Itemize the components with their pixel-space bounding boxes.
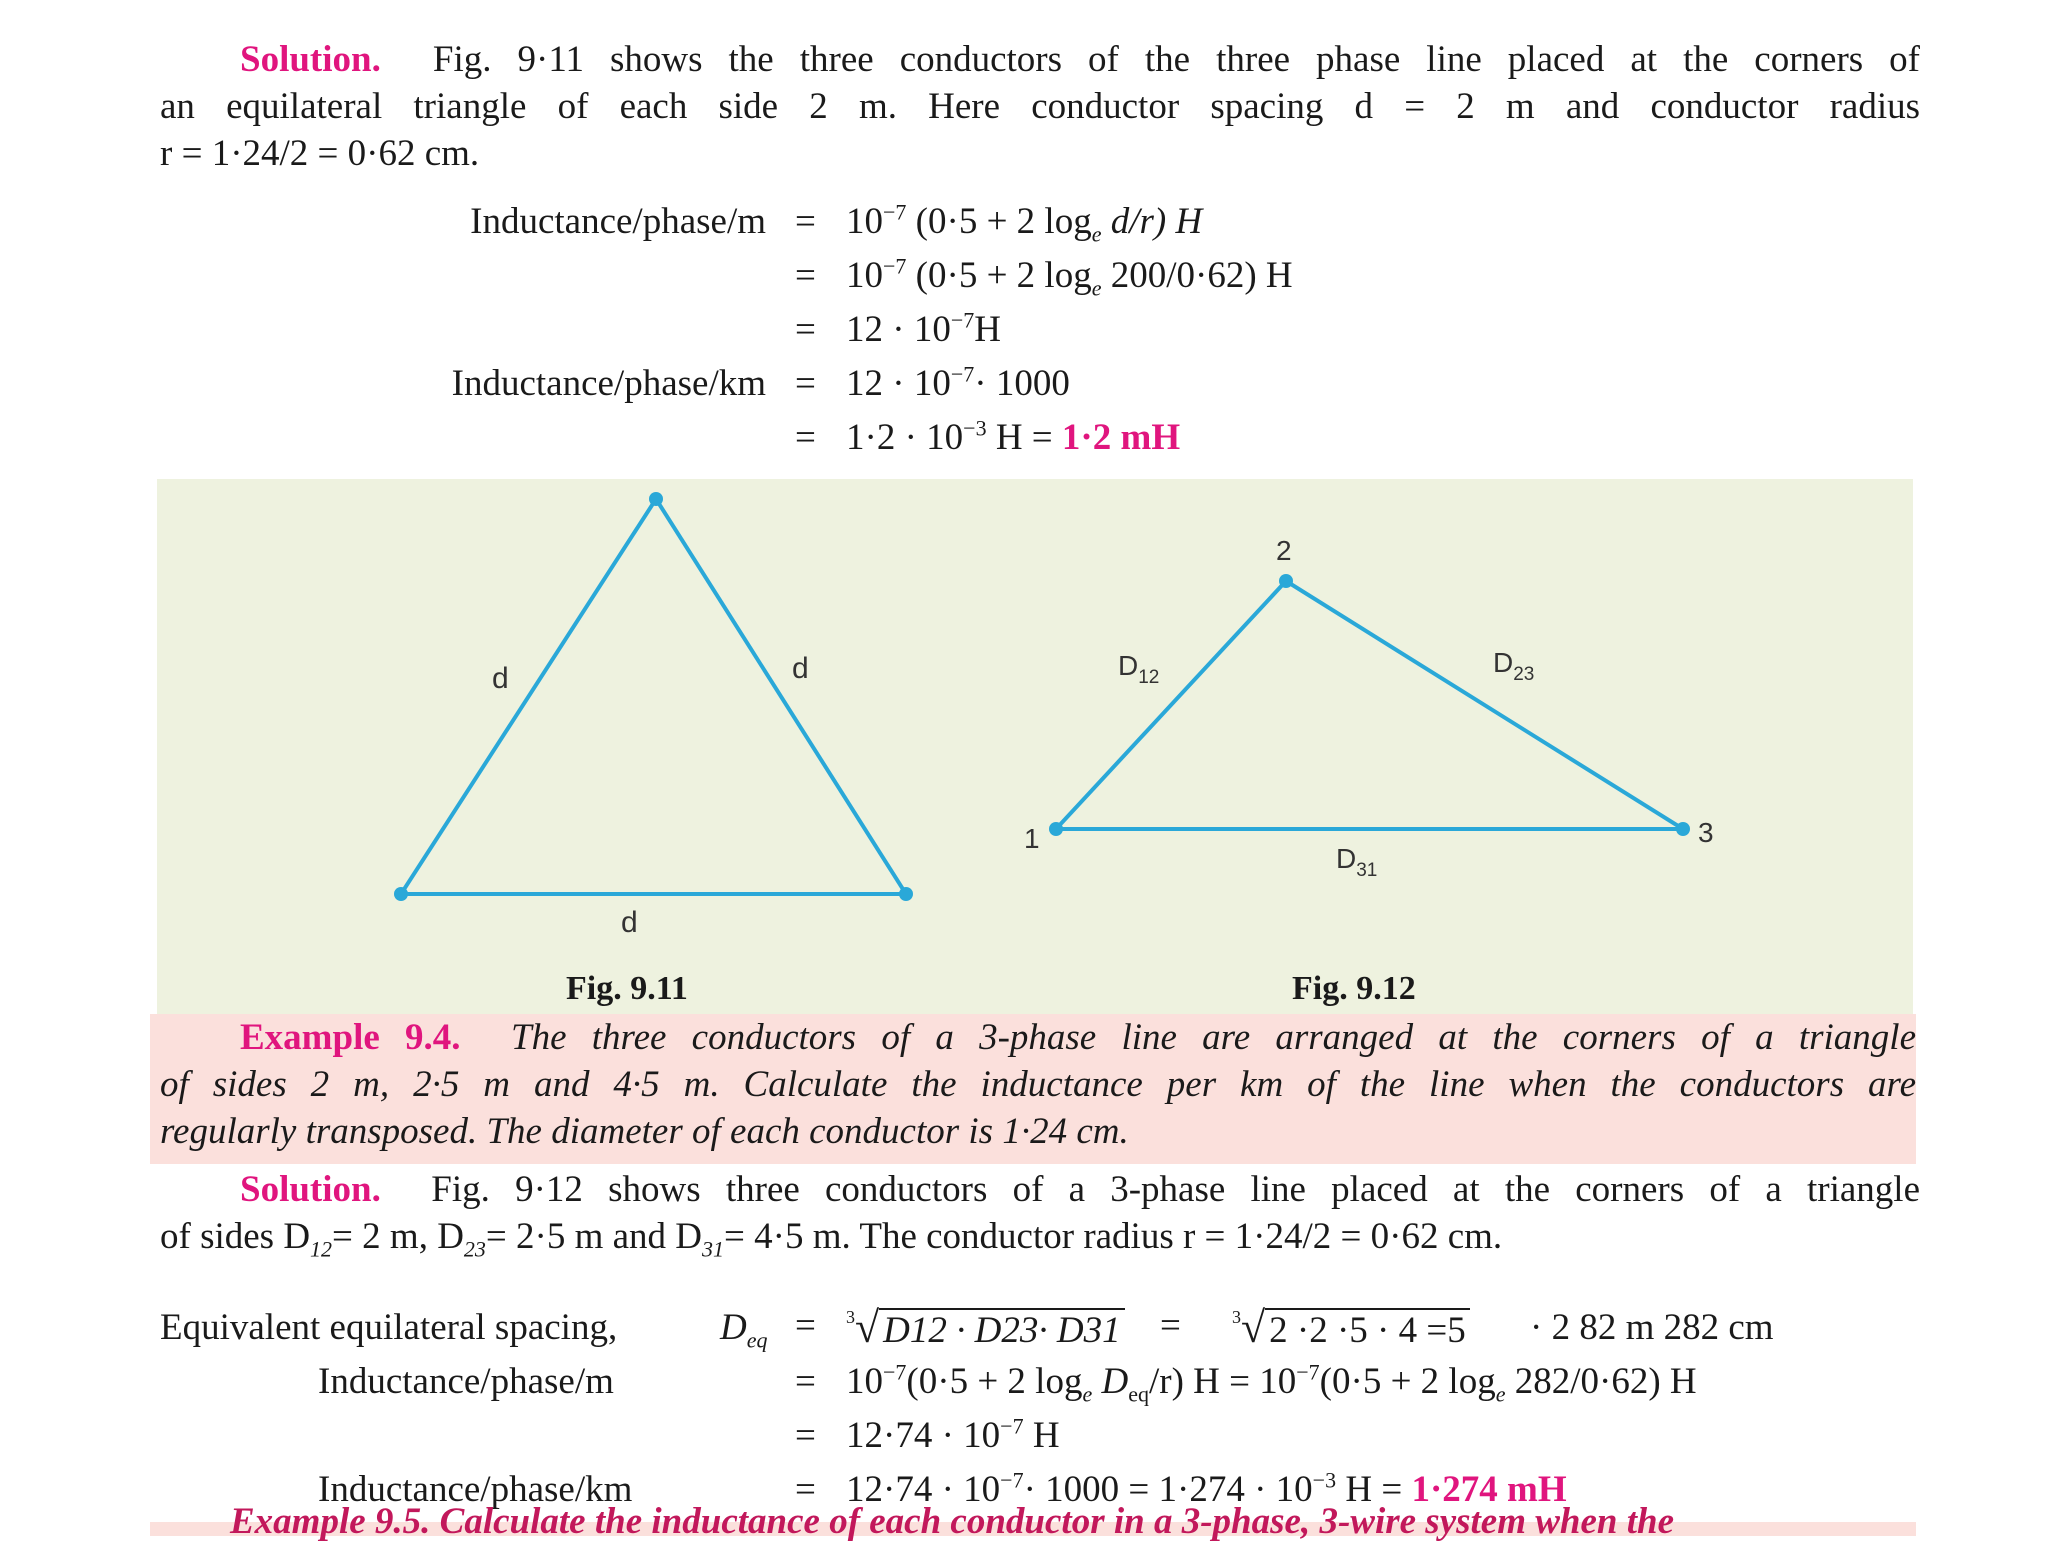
solution-text-line: Fig. 9·11 shows the three conductors of the three phase line placed at the corners of <box>432 39 1921 80</box>
equals-sign: = <box>795 255 816 296</box>
fig-9-12-triangle <box>1024 535 1714 881</box>
solution-text-line: Fig. 9·12 shows three conductors of a 3-phase line placed at the corners of a triangle <box>431 1169 1920 1210</box>
result-value: 1·274 mH <box>1411 1469 1567 1510</box>
example-text-line: of sides 2 m, 2·5 m and 4·5 m. Calculate the inductance per km of the line when the conductors are <box>160 1064 1916 1105</box>
equation-label: Inductance/phase/km <box>451 363 766 404</box>
fig-9-11-triangle <box>394 492 913 939</box>
equation-expression: $12\cdot 74 \cdot 10^{-7}\cdot 1000 = 1\cdot 274 \cdot 10^{-3}$ H = 1·274 mH <box>846 1467 1567 1510</box>
equivalent-spacing-result: · 2 82 m 282 cm <box>1530 1307 1774 1348</box>
spacing-label-d23: $D_{23}$ <box>1493 647 1535 685</box>
spacing-label-d12: $D_{12}$ <box>1118 650 1160 688</box>
example-heading: Example 9.4. <box>240 1017 461 1058</box>
spacing-label-d31: $D_{31}$ <box>1336 843 1378 881</box>
equation-label: Inductance/phase/km <box>318 1469 633 1510</box>
next-example-fragment: Example 9.5. Calculate the inductance of each conductor in a 3-phase, 3-wire system when the <box>230 1501 1675 1542</box>
conductor-node-1 <box>1049 822 1063 836</box>
equals-sign: = <box>795 1361 816 1402</box>
solution-text-line: of sides $D_{12}= 2$ m, $D_{23}= 2\cdot 5$ m and $D_{31}= 4\cdot 5$ m. The conductor radius r = 1·24/2 = 0·62 cm. <box>160 1216 1503 1262</box>
conductor-node <box>899 887 913 901</box>
cube-root-numeric: $^3$√ 2 ·2 ·5 · 4 =5 <box>1232 1304 1470 1354</box>
equation-expression: $12 \cdot 10^{-7}H$ <box>846 307 1001 350</box>
solution-paragraph-2 <box>160 1166 1920 1260</box>
node-label-1: 1 <box>1024 823 1040 854</box>
next-example-strip <box>150 1501 1916 1542</box>
equation-expression: $12\cdot 74 \cdot 10^{-7}$ H <box>846 1413 1060 1456</box>
conductor-node-3 <box>1676 822 1690 836</box>
cube-root-expression: $^3$√ D12 · D23· D31 <box>846 1304 1125 1354</box>
equals-sign: = <box>1160 1305 1181 1346</box>
conductor-node <box>649 492 663 506</box>
equation-expression: $10^{-7}$ (0·5 + 2 $\log_e d/r$) H <box>846 199 1203 247</box>
figure-caption-9-12: Fig. 9.12 <box>1292 970 1416 1007</box>
equals-sign: = <box>795 1469 816 1510</box>
solution-heading: Solution. <box>240 1169 381 1210</box>
solution-heading: Solution. <box>240 39 381 80</box>
triangle-side-left <box>401 499 656 894</box>
node-label-2: 2 <box>1276 535 1292 566</box>
equals-sign: = <box>795 417 816 458</box>
side-label-d: d <box>621 906 638 939</box>
conductor-node-2 <box>1279 574 1293 588</box>
example-text-line: The three conductors of a 3-phase line are arranged at the corners of a triangle <box>511 1017 1917 1058</box>
equation-expression: $1\cdot 2 \cdot 10^{-3}$ H = 1·2 mH <box>846 415 1181 458</box>
node-label-3: 3 <box>1698 817 1714 848</box>
result-value: 1·2 mH <box>1061 417 1181 458</box>
figure-caption-9-11: Fig. 9.11 <box>566 970 688 1007</box>
example-text-line: regularly transposed. The diameter of each conductor is 1·24 cm. <box>160 1111 1129 1152</box>
equals-sign: = <box>795 201 816 242</box>
equals-sign: = <box>795 363 816 404</box>
triangle-side-right <box>656 499 906 894</box>
example-paragraph <box>160 1014 1916 1155</box>
equation-expression: $10^{-7}$ (0·5 + 2 $\log_e 200/0\cdot 62$) H <box>846 253 1293 301</box>
equals-sign: = <box>795 1415 816 1456</box>
equivalent-spacing-label: Equivalent equilateral spacing, <box>160 1307 618 1348</box>
conductor-node <box>394 887 408 901</box>
side-label-d: d <box>492 662 509 695</box>
equation-label: Inductance/phase/m <box>318 1361 614 1402</box>
equation-expression: $12 \cdot 10^{-7}\cdot 1000$ <box>846 361 1070 404</box>
equals-sign: = <box>795 1305 816 1346</box>
equation-expression: $10^{-7}(0\cdot 5 + 2$ $\log_e D_{eq}/r$) $H = 10^{-7}(0\cdot 5 + 2$ $\log_e 282/0\cdot 62$) H <box>846 1359 1697 1407</box>
triangle-side-d12 <box>1056 581 1286 829</box>
solution-text-line: an equilateral triangle of each side 2 m. Here conductor spacing d = 2 m and conductor radius <box>160 86 1920 127</box>
equals-sign: = <box>795 309 816 350</box>
triangle-side-d23 <box>1286 581 1683 829</box>
side-label-d: d <box>792 652 809 685</box>
deq-symbol: $D_{eq}$ <box>720 1307 768 1353</box>
equation-label: Inductance/phase/m <box>470 201 766 242</box>
solution-text-line: r = 1·24/2 = 0·62 cm. <box>160 133 480 174</box>
